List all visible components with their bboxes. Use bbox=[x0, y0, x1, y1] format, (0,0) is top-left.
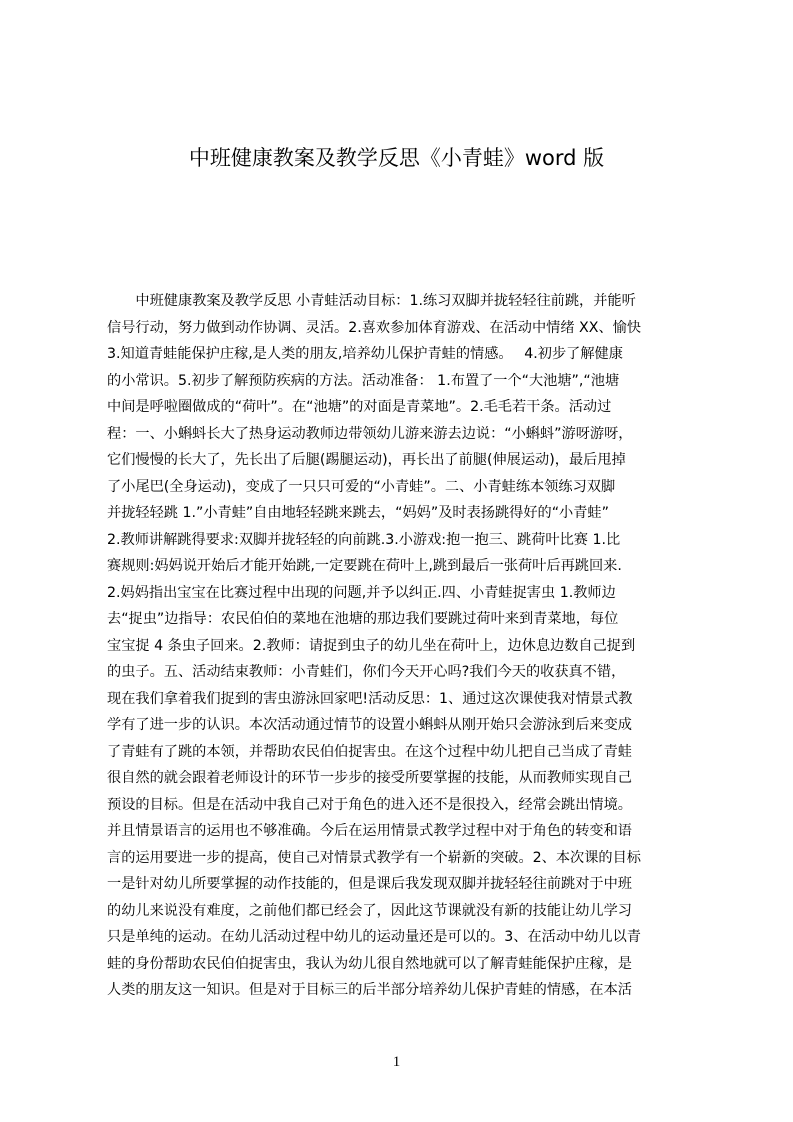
paragraph-line: 预设的目标。但是在活动中我自己对于角色的进入还不是很投入，经常会跳出情境。 bbox=[107, 796, 632, 813]
paragraph-line: 只是单纯的运动。在幼儿活动过程中幼儿的运动量还是可以的。3、在活动中幼儿以青 bbox=[107, 929, 641, 945]
paragraph-line: 一是针对幼儿所要掌握的动作技能的，但是课后我发现双脚并拢轻轻往前跳对于中班 bbox=[107, 876, 632, 892]
paragraph-line: 学有了进一步的认识。本次活动通过情节的设置小蝌蚪从刚开始只会游泳到后来变成 bbox=[107, 717, 632, 733]
paragraph-line: 了小尾巴(全身运动)，变成了一只只可爱的“小青蛙”。二、小青蛙练本领练习双脚 bbox=[107, 478, 616, 495]
paragraph-line: 信号行动，努力做到动作协调、灵活。2.喜欢参加体育游戏、在活动中情绪 XX、愉快 bbox=[107, 319, 642, 336]
page-number: 1 bbox=[392, 1054, 401, 1070]
paragraph-line: 中班健康教案及教学反思 小青蛙活动目标：1.练习双脚并拢轻轻往前跳，并能听 bbox=[107, 293, 636, 309]
paragraph-line: 2.教师讲解跳得要求:双脚并拢轻轻的向前跳.3.小游戏:抱一抱三、跳荷叶比赛 1.比 bbox=[107, 531, 621, 548]
paragraph-line: 现在我们拿着我们捉到的害虫游泳回家吧!活动反思：1、通过这次课使我对情景式教 bbox=[107, 690, 633, 707]
page-title: 中班健康教案及教学反思《小青蛙》word 版 bbox=[188, 146, 605, 170]
paragraph-line: 并拢轻轻跳 1.”小青蛙”自由地轻轻跳来跳去，“妈妈”及时表扬跳得好的“小青蛙” bbox=[107, 505, 609, 521]
paragraph-line: 的幼儿来说没有难度，之前他们都已经会了，因此这节课就没有新的技能让幼儿学习 bbox=[107, 902, 632, 919]
paragraph-line: 赛规则:妈妈说开始后才能开始跳,一定要跳在荷叶上,跳到最后一张荷叶后再跳回来. bbox=[107, 558, 622, 574]
paragraph-line: 的小常识。5.初步了解预防疾病的方法。活动准备： 1.布置了一个“大池塘”,“池塘 bbox=[107, 372, 620, 389]
paragraph-line: 去“捉虫”边指导：农民伯伯的菜地在池塘的那边我们要跳过荷叶来到青菜地，每位 bbox=[107, 611, 619, 627]
paragraph-line: 宝宝捉 4 条虫子回来。2.教师：请捉到虫子的幼儿坐在荷叶上，边休息边数自己捉到 bbox=[107, 637, 636, 654]
paragraph-line: 3.知道青蛙能保护庄稼,是人类的朋友,培养幼儿保护青蛙的情感。 4.初步了解健康 bbox=[107, 346, 623, 362]
paragraph-line: 2.妈妈指出宝宝在比赛过程中出现的问题,并予以纠正.四、小青蛙捉害虫 1.教师边 bbox=[107, 584, 616, 601]
paragraph-line: 人类的朋友这一知识。但是对于目标三的后半部分培养幼儿保护青蛙的情感，在本活 bbox=[107, 982, 632, 998]
paragraph-line: 它们慢慢的长大了，先长出了后腿(踢腿运动)，再长出了前腿(伸展运动)，最后甩掉 bbox=[107, 452, 626, 468]
paragraph-line: 程：一、小蝌蚪长大了热身运动教师边带领幼儿游来游去边说：“小蝌蚪”游呀游呀， bbox=[107, 425, 633, 442]
paragraph-line: 了青蛙有了跳的本领，并帮助农民伯伯捉害虫。在这个过程中幼儿把自己当成了青蛙 bbox=[107, 743, 632, 760]
paragraph-line: 中间是呼啦圈做成的“荷叶”。在“池塘”的对面是青菜地”。2.毛毛若干条。活动过 bbox=[107, 399, 612, 415]
paragraph-line: 的虫子。五、活动结束教师：小青蛙们，你们今天开心吗?我们今天的收获真不错， bbox=[107, 664, 626, 680]
paragraph-line: 蛙的身份帮助农民伯伯捉害虫，我认为幼儿很自然地就可以了解青蛙能保护庄稼，是 bbox=[107, 955, 632, 972]
paragraph-line: 言的运用要进一步的提高，使自己对情景式教学有一个崭新的突破。2、本次课的目标 bbox=[107, 849, 641, 866]
paragraph-line: 很自然的就会跟着老师设计的环节一步步的接受所要掌握的技能，从而教师实现自己 bbox=[107, 770, 632, 786]
body-text bbox=[107, 288, 697, 1004]
paragraph-line: 并且情景语言的运用也不够准确。今后在运用情景式教学过程中对于角色的转变和语 bbox=[107, 823, 632, 839]
